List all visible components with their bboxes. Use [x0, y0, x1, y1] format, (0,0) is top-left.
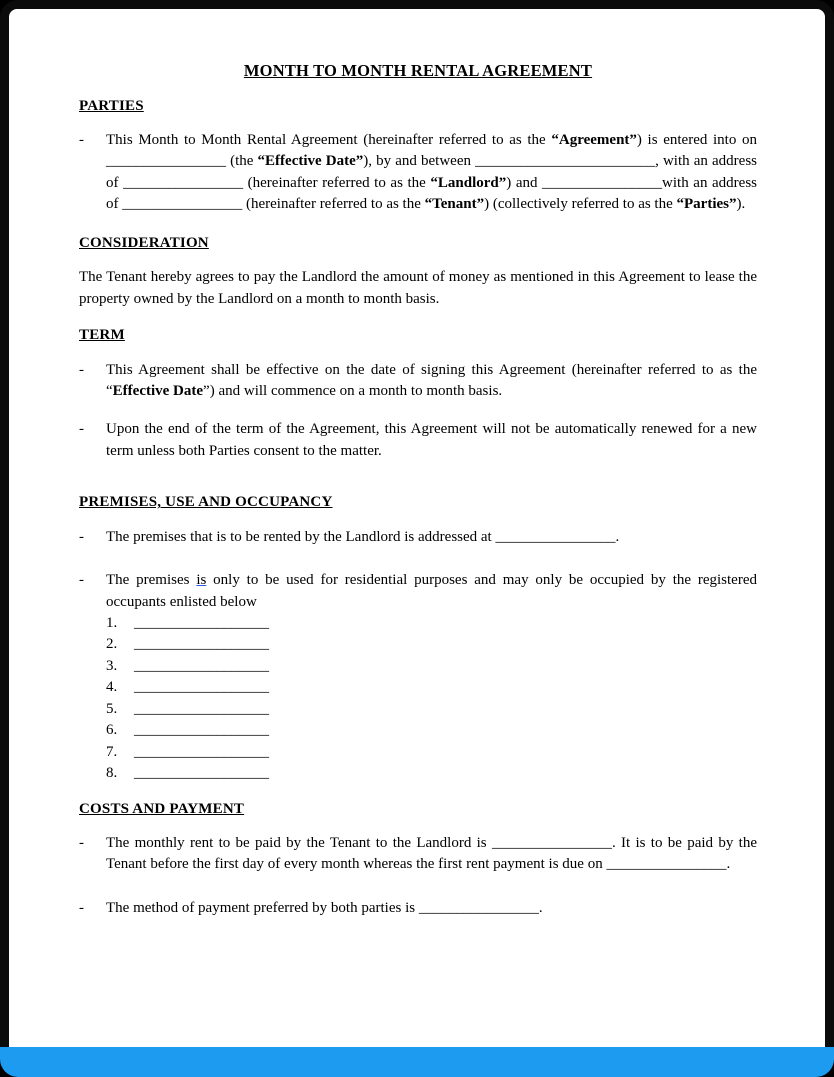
consideration-text: The Tenant hereby agrees to pay the Landlord the amount of money as mentioned in this Agreement to lease the property owned by the Landlord on a month to month basis. [79, 269, 757, 307]
occupant-number: 6. [106, 722, 118, 739]
term-clause-2-text: Upon the end of the term of the Agreement, this Agreement will not be automatically renewed for a new term unless both Parties consent to the matter. [106, 421, 757, 459]
occupant-row [106, 699, 757, 720]
occupant-blank-field: __________________ [134, 657, 269, 674]
occupant-blank-field: __________________ [134, 679, 269, 696]
dash-marker: - [79, 421, 84, 438]
occupant-row [106, 634, 757, 655]
occupant-row [106, 656, 757, 677]
section-heading-premises: PREMISES, USE AND OCCUPANCY [79, 494, 333, 511]
occupant-number: 3. [106, 657, 118, 674]
premises-clause-2 [79, 570, 757, 613]
occupant-row [106, 742, 757, 763]
occupant-blank-field: __________________ [134, 636, 269, 653]
dash-marker: - [79, 899, 84, 916]
dash-marker: - [79, 834, 84, 851]
occupant-row [106, 677, 757, 698]
occupant-list [106, 613, 757, 785]
occupant-number: 8. [106, 765, 118, 782]
dash-marker: - [79, 132, 84, 149]
document-title: MONTH TO MONTH RENTAL AGREEMENT [243, 61, 593, 80]
costs-clause-2-text: The method of payment preferred by both parties is ________________. [106, 899, 543, 916]
term-clause-2 [79, 419, 757, 462]
occupant-blank-field: __________________ [134, 615, 269, 632]
section-heading-term: TERM [79, 327, 125, 344]
document-body [9, 9, 825, 966]
occupant-number: 2. [106, 636, 118, 653]
occupant-blank-field: __________________ [134, 700, 269, 717]
occupant-row [106, 763, 757, 784]
costs-clause-2 [79, 898, 757, 919]
term-clause-1-text: This Agreement shall be effective on the date of signing this Agreement (hereinafter referred to as the “Effective Date”) and will commence on a month to month basis. [106, 361, 757, 399]
occupant-number: 7. [106, 743, 118, 760]
premises-clause-2-text: The premises is only to be used for residential purposes and may only be occupied by the registered occupants enlisted below [106, 572, 757, 610]
parties-clause-text: This Month to Month Rental Agreement (hereinafter referred to as the “Agreement”) is entered into on ________________ (the “Effective Date”), by and between ________________________, with an address of ________________ (hereinafter referred to as the “Landlord”) and ________________with an address of ________________ (hereinafter referred to as the “Tenant”) (collectively referred to as the “Parties”). [106, 132, 757, 213]
dash-marker: - [79, 528, 84, 545]
occupant-row [106, 720, 757, 741]
premises-clause-1-text: The premises that is to be rented by the Landlord is addressed at ________________. [106, 528, 620, 545]
costs-clause-1-text: The monthly rent to be paid by the Tenant to the Landlord is ________________. It is to be paid by the Tenant before the first day of every month whereas the first rent payment is due on ________________. [106, 834, 757, 873]
occupant-number: 1. [106, 615, 118, 632]
occupant-blank-field: __________________ [134, 765, 269, 782]
bottom-bar [0, 1047, 834, 1077]
occupant-number: 4. [106, 679, 118, 696]
dash-marker: - [79, 361, 84, 378]
occupant-number: 5. [106, 700, 118, 717]
occupant-blank-field: __________________ [134, 743, 269, 760]
occupant-row [106, 613, 757, 634]
occupant-blank-field: __________________ [134, 722, 269, 739]
term-clause-1 [79, 360, 757, 403]
section-heading-parties: PARTIES [79, 97, 144, 114]
parties-clause [79, 130, 757, 216]
premises-clause-1 [79, 527, 757, 548]
section-heading-consideration: CONSIDERATION [79, 234, 209, 251]
dash-marker: - [79, 572, 84, 589]
section-heading-costs: COSTS AND PAYMENT [79, 800, 245, 817]
document-page [9, 9, 825, 1047]
costs-clause-1 [79, 833, 757, 876]
